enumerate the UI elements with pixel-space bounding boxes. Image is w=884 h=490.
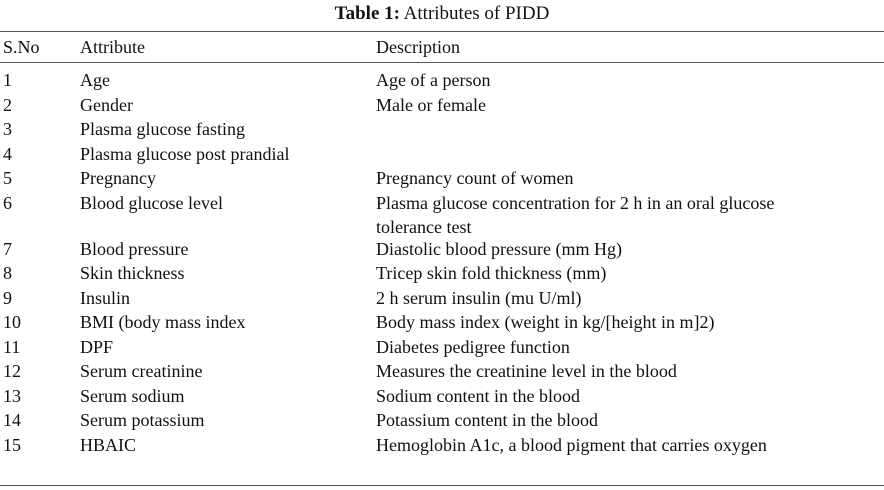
cell-description: 2 h serum insulin (mu U/ml) [376,287,582,308]
cell-attribute: Serum potassium [80,410,205,430]
cell-sno: 15 [3,434,21,455]
cell-attribute: HBAIC [80,434,137,455]
table-row [0,237,884,262]
table-bottom-rule [0,485,884,486]
cell-sno: 14 [3,410,21,430]
cell-sno: 12 [3,361,21,381]
cell-description: Sodium content in the blood [376,385,580,406]
cell-sno: 6 [3,192,12,213]
cell-sno: 13 [3,385,21,406]
table-top-rule [0,31,884,32]
cell-sno: 5 [3,168,12,188]
column-header-description: Description [376,37,460,57]
table-row [0,261,884,286]
cell-description: Potassium content in the blood [376,410,598,430]
cell-attribute: Plasma glucose fasting [80,119,245,139]
cell-attribute: Serum sodium [80,385,185,406]
cell-sno: 4 [3,143,12,164]
cell-description: Diastolic blood pressure (mm Hg) [376,238,622,259]
cell-attribute: DPF [80,336,114,357]
cell-sno: 7 [3,238,12,259]
cell-description: Body mass index (weight in kg/[height in m]2) [376,312,715,332]
table-row [0,93,884,118]
cell-description: Male or female [376,94,486,115]
table-body [0,68,884,479]
table-caption-label: Table 1: [334,3,400,24]
cell-sno: 8 [3,263,12,283]
cell-sno: 2 [3,94,12,115]
cell-sno: 11 [3,336,21,357]
table-row [0,384,884,409]
cell-attribute: Serum creatinine [80,361,203,381]
table-row [0,68,884,93]
table-row [0,286,884,311]
table-row [0,433,884,479]
table-row [0,191,884,237]
table-row [0,142,884,167]
cell-attribute: Gender [80,94,133,115]
cell-attribute: BMI (body mass index [80,312,246,332]
table-row [0,359,884,384]
table-row [0,310,884,335]
cell-attribute: Blood pressure [80,238,189,259]
column-header-attribute: Attribute [80,37,145,57]
cell-description: Plasma glucose concentration for 2 h in an oral glucose tolerance test [376,192,775,237]
table-caption [0,3,884,25]
table-header-rule [0,62,884,63]
cell-attribute: Insulin [80,287,131,308]
cell-sno: 3 [3,119,12,139]
column-header-sno: S.No [3,37,40,57]
cell-sno: 1 [3,70,12,90]
cell-description: Measures the creatinine level in the blood [376,361,677,381]
cell-attribute: Pregnancy [80,168,156,188]
cell-description: Hemoglobin A1c, a blood pigment that carries oxygen [376,434,767,455]
cell-attribute: Skin thickness [80,263,185,283]
table-header-row [0,36,884,58]
cell-description: Diabetes pedigree function [376,336,570,357]
table-row [0,408,884,433]
cell-sno: 9 [3,287,12,308]
cell-description: Pregnancy count of women [376,168,574,188]
table-caption-title: Attributes of PIDD [403,3,550,24]
cell-sno: 10 [3,312,21,332]
cell-description: Tricep skin fold thickness (mm) [376,263,607,283]
table-row [0,166,884,191]
cell-attribute: Age [80,70,110,90]
cell-description: Age of a person [376,70,491,90]
cell-attribute: Blood glucose level [80,192,223,213]
table-row [0,335,884,360]
table-row [0,117,884,142]
cell-attribute: Plasma glucose post prandial [80,143,290,164]
